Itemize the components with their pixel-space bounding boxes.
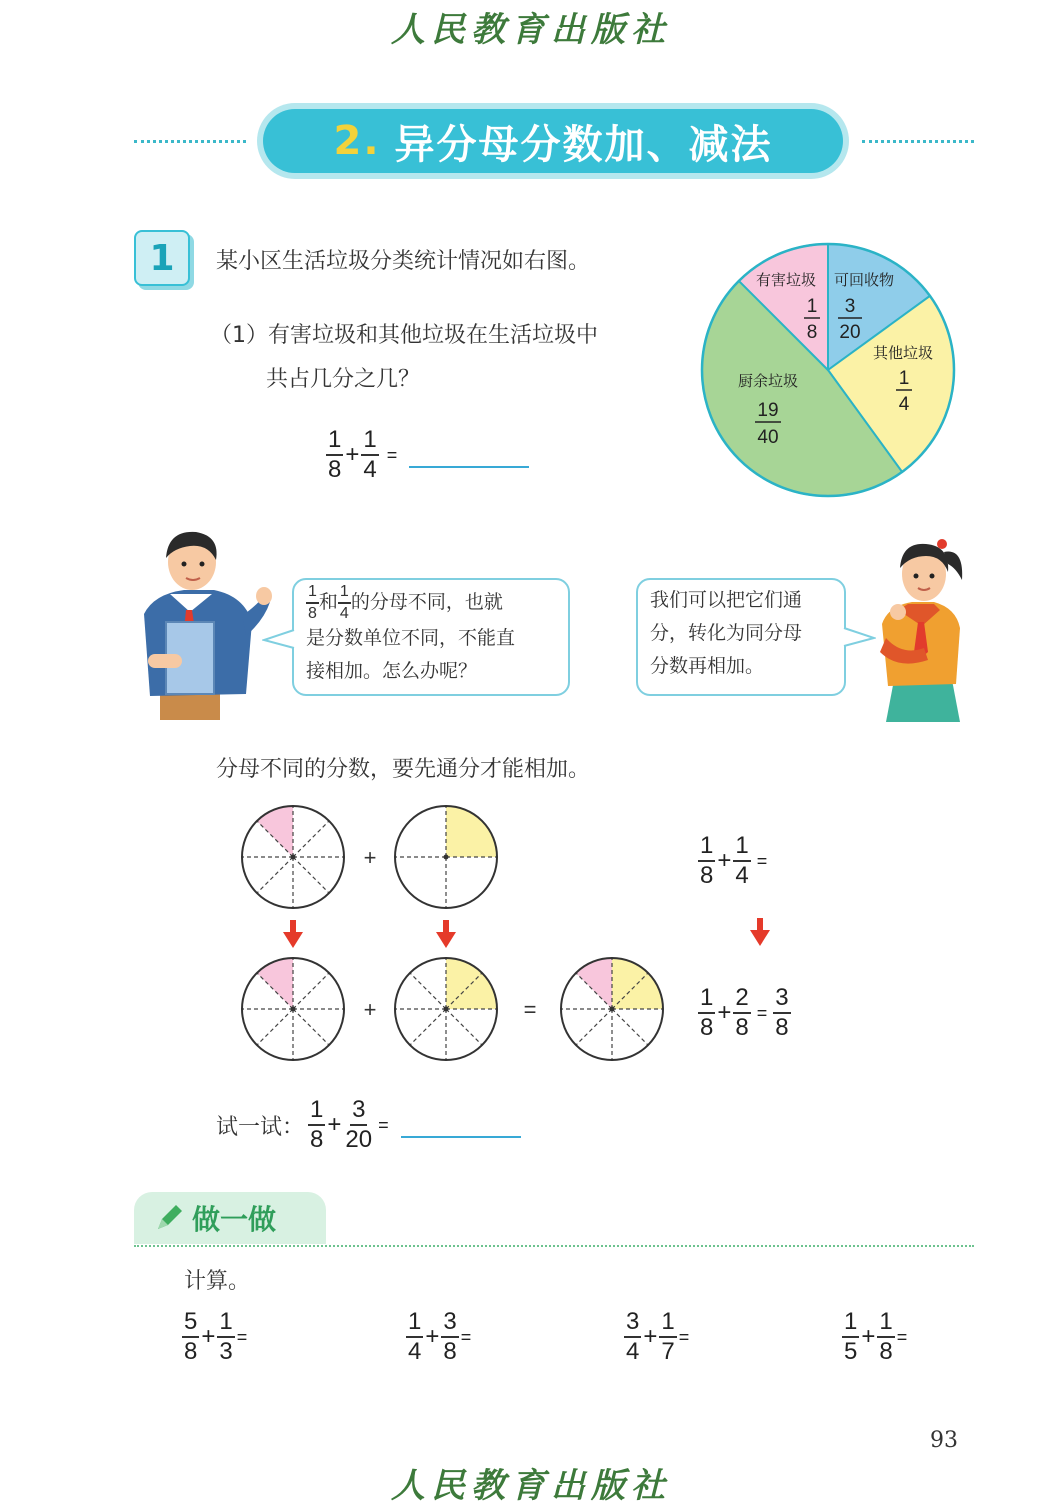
boy-bubble-tail [262, 628, 296, 650]
slice-label-recyclable: 可回收物 [833, 272, 895, 289]
bottom-expression: $\frac{1}{8}$ + $\frac{2}{8}$ = $\frac{3}{8}$ [700, 984, 789, 1041]
title-dots-right [862, 140, 974, 143]
bubble-line-3: 接相加。怎么办呢？ [306, 660, 478, 682]
slice-label-harmful: 有害垃圾 [755, 272, 817, 289]
practice-tab-label: 做一做 [192, 1203, 277, 1236]
waste-pie-chart [698, 240, 964, 502]
header-publisher: 人民教育出版社 [391, 10, 671, 50]
footer-publisher: 人民教育出版社 [391, 1466, 671, 1506]
example-number-badge: 1 [134, 230, 190, 286]
slice-num-other: 1 [898, 368, 910, 389]
try-it-label: 试一试： [216, 1114, 305, 1140]
fraction: $\frac{1}{4}$ [363, 426, 377, 483]
bubble-line-2: 是分数单位不同，不能直 [306, 627, 516, 649]
practice-item-4[interactable]: $\frac{1}{5}$ + $\frac{1}{8}$ = [844, 1308, 908, 1365]
boy-speech-bubble [292, 578, 570, 696]
bubble-line-2: 分，转化为同分母 [650, 622, 803, 644]
boy-illustration [134, 524, 274, 720]
slice-num-recyclable: 3 [844, 296, 856, 317]
slice-den-other: 4 [898, 394, 910, 415]
pie-slices [702, 244, 954, 496]
down-arrows [283, 920, 456, 948]
slice-num-kitchen: 19 [757, 400, 779, 421]
girl-speech-bubble [636, 578, 846, 696]
slice-label-other: 其他垃圾 [872, 345, 934, 362]
bubble-line-1: 我们可以把它们通 [650, 589, 803, 611]
try-it-expression: 试一试： $\frac{1}{8}$ + $\frac{3}{20}$ = [216, 1098, 521, 1152]
circle-one-eighth-regrouped [242, 958, 344, 1060]
slice-den-harmful: 8 [806, 322, 818, 343]
diagram-plus-top: + [363, 845, 377, 870]
fraction: $\frac{1}{8}$ [328, 426, 342, 483]
answer-blank[interactable] [401, 1112, 521, 1138]
title-number: 2. [333, 118, 381, 164]
answer-blank[interactable] [409, 442, 529, 468]
practice-item-2[interactable]: $\frac{1}{4}$ + $\frac{3}{8}$ = [408, 1308, 472, 1365]
question-line-2: 共占几分之几？ [266, 367, 421, 392]
down-arrow-icon [283, 920, 303, 948]
practice-item-1[interactable]: $\frac{5}{8}$ + $\frac{1}{3}$ = [184, 1308, 248, 1365]
title-text: 异分母分数加、减法 [394, 121, 773, 168]
example-expression: $\frac{1}{8}$ + $\frac{1}{4}$ = [326, 428, 529, 482]
top-expression: $\frac{1}{8}$ + $\frac{1}{4}$ = [700, 832, 768, 889]
girl-illustration [868, 528, 968, 722]
down-arrow-icon [750, 918, 770, 946]
example-intro: 某小区生活垃圾分类统计情况如右图。 [216, 249, 591, 274]
slice-den-recyclable: 20 [839, 322, 861, 343]
question-line-1: （1）有害垃圾和其他垃圾在生活垃圾中 [210, 323, 598, 348]
bubble-line-3: 分数再相加。 [650, 655, 765, 677]
circle-one-eighth [242, 806, 344, 908]
section-title [257, 103, 849, 179]
practice-tab [134, 1192, 326, 1244]
rule-text: 分母不同的分数，要先通分才能相加。 [216, 757, 591, 782]
title-dots-left [134, 140, 246, 143]
practice-item-3[interactable]: $\frac{3}{4}$ + $\frac{1}{7}$ = [626, 1308, 690, 1365]
circle-three-eighths [561, 958, 663, 1060]
diagram-plus-bottom: + [363, 997, 377, 1022]
fraction-circle-diagram [230, 800, 690, 1068]
practice-divider [134, 1245, 974, 1247]
slice-num-harmful: 1 [806, 296, 818, 317]
page-number: 93 [930, 1428, 958, 1453]
practice-instruction: 计算。 [184, 1269, 251, 1294]
circle-one-quarter [395, 806, 497, 908]
down-arrow-icon [436, 920, 456, 948]
slice-den-kitchen: 40 [757, 427, 779, 448]
diagram-equals: = [523, 997, 537, 1022]
bubble-line-1: $\frac{1}{8}$ 和 $\frac{1}{4}$ 的分母不同，也就 [308, 583, 503, 622]
circle-two-eighths [395, 958, 497, 1060]
pencil-icon [154, 1203, 184, 1233]
slice-label-kitchen: 厨余垃圾 [737, 373, 799, 390]
